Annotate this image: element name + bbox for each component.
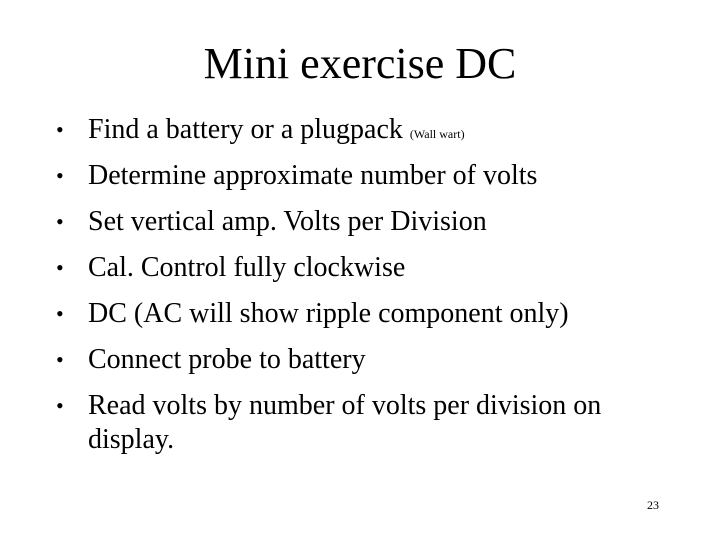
list-item-text: Cal. Control fully clockwise	[88, 252, 406, 283]
bullet-icon: •	[56, 347, 64, 372]
list-item-text: Connect probe to battery	[88, 344, 366, 375]
bullet-icon: •	[56, 301, 64, 326]
list-item	[56, 113, 676, 147]
list-item	[56, 159, 676, 193]
list-item-text: Find a battery or a plugpack	[88, 114, 410, 145]
list-item-text: Read volts by number of volts per division on display.	[88, 390, 602, 455]
bullet-icon: •	[56, 117, 64, 142]
bullet-icon: •	[56, 209, 64, 234]
bullet-list	[56, 113, 676, 469]
bullet-icon: •	[56, 255, 64, 280]
slide-title: Mini exercise DC	[203, 39, 517, 88]
list-item	[56, 343, 676, 377]
list-item	[56, 389, 676, 457]
list-item	[56, 251, 676, 285]
bullet-icon: •	[56, 393, 64, 418]
list-item-text: Determine approximate number of volts	[88, 160, 538, 191]
list-item-text: DC (AC will show ripple component only)	[88, 298, 569, 329]
bullet-icon: •	[56, 163, 64, 188]
page-number: 23	[647, 498, 659, 512]
list-item-text: Set vertical amp. Volts per Division	[88, 206, 487, 237]
list-item	[56, 297, 676, 331]
list-item	[56, 205, 676, 239]
list-item-note: (Wall wart)	[409, 127, 465, 141]
